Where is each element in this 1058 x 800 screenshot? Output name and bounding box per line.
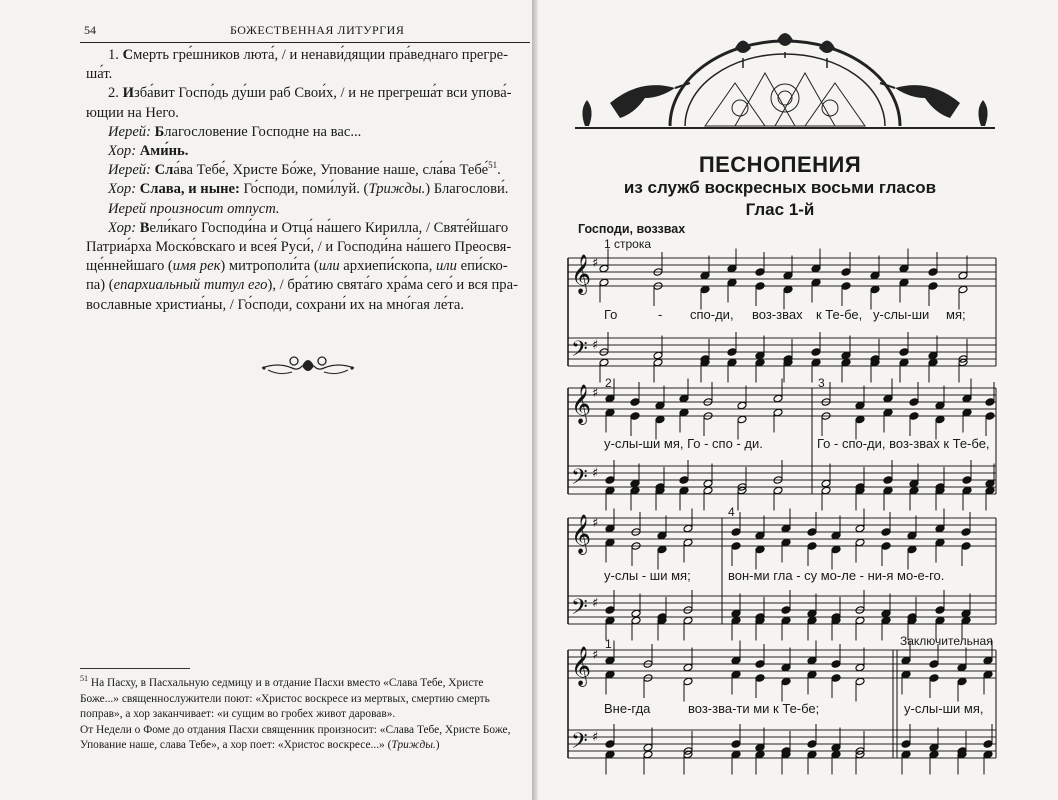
verse-2: 2. Изба́вит Госпо́дь ду́ши раб Свои́х, / и не прегреша́т вси упова́- [108,85,512,102]
bass-clef-icon: 𝄢 [571,729,588,759]
note [631,616,641,625]
note [907,531,917,540]
note [899,348,909,357]
note [683,677,693,686]
note [703,486,713,495]
lyric-line: вон-ми гла - су мо-ле - ни-я мо-е-го. [728,568,945,583]
note [807,656,817,665]
note [755,531,765,540]
note [807,740,817,749]
sharp-icon: ♯ [592,386,599,401]
note [605,476,615,485]
note [657,545,667,554]
note [958,285,968,294]
note [881,609,891,618]
note [773,486,783,495]
note [605,616,615,625]
note [653,358,663,367]
note [881,616,891,625]
note [683,524,693,533]
lyric-line: у-слы-ши мя, Го - спо - ди. [604,436,763,451]
note [781,524,791,533]
note [679,408,689,417]
sharp-icon: ♯ [592,730,599,745]
note [983,670,993,679]
note [811,278,821,287]
note [599,278,609,287]
phrase-number-2: 2 [605,376,612,390]
note [928,358,938,367]
note [599,358,609,367]
note [755,268,765,277]
note [731,616,741,625]
lyric-line: у-слы-ши мя, [904,701,984,716]
page-number: 54 [84,23,96,37]
phrase-number-1: 1 [605,637,612,651]
priest-glory: Иерей: Сла́ва Тебе́, Христе Бо́же, Упование наше, сла́ва Тебе́$^{51}$. [108,160,501,179]
note [855,401,865,410]
lyric-word: воз-звах [752,307,803,322]
note [855,616,865,625]
note [731,740,741,749]
treble-clef-icon: 𝄞 [571,384,592,424]
note [700,285,710,294]
note [935,401,945,410]
note [807,609,817,618]
note [883,394,893,403]
note [961,542,971,551]
note [630,398,640,407]
choir-amen: Хор: Ами́нь. [108,143,189,160]
sharp-icon: ♯ [592,256,599,271]
note [909,486,919,495]
note [773,408,783,417]
note [929,674,939,683]
note [755,282,765,291]
phrase-number-3: 3 [818,376,825,390]
note [907,545,917,554]
lyric-word: у-слы-ши [873,307,930,322]
note [655,401,665,410]
footnote-ref: 51 [488,160,498,171]
note [870,271,880,280]
note [807,616,817,625]
sharp-icon: ♯ [592,466,599,481]
note [599,264,609,273]
note [811,264,821,273]
final-label: Заключительная [900,634,993,648]
treble-clef-icon: 𝄞 [571,514,592,554]
note [821,486,831,495]
note [783,285,793,294]
note [781,606,791,615]
note [909,412,919,421]
note [727,278,737,287]
note [985,486,995,495]
note [655,415,665,424]
note [935,524,945,533]
note [683,663,693,672]
note [605,740,615,749]
note [961,609,971,618]
note [703,479,713,488]
lyric-word: мя; [946,307,966,322]
note [929,660,939,669]
note [883,408,893,417]
phrase-number-4: 4 [728,505,735,519]
polychronion-l5: вославные христиа́ны, / Го́споди, сохрани́ их на мно́гая ле́та. [86,296,465,313]
note [643,743,653,752]
verse-1-cont: ша́т. [86,66,113,83]
note [643,750,653,759]
note [983,656,993,665]
note [961,616,971,625]
note [630,486,640,495]
note [841,351,851,360]
note [831,750,841,759]
note [841,358,851,367]
note [983,750,993,759]
note [700,271,710,280]
bass-clef-icon: 𝄢 [571,465,588,495]
note [605,524,615,533]
note [657,531,667,540]
note [855,663,865,672]
lyric-word: к Те-бе, [816,307,863,322]
note [807,670,817,679]
note [958,271,968,280]
note [957,677,967,686]
note [899,358,909,367]
note [731,656,741,665]
note [883,476,893,485]
note [811,358,821,367]
note [901,670,911,679]
note [630,412,640,421]
note [630,479,640,488]
note [605,656,615,665]
note [727,264,737,273]
note [881,542,891,551]
note [679,486,689,495]
treble-clef-icon: 𝄞 [571,646,592,686]
note [605,538,615,547]
polychronion-l2: Патриа́рха Моско́вскаго и всея́ Руси́, / и Господи́на на́шего Преосвя- [86,239,512,256]
note [985,412,995,421]
note [928,282,938,291]
note [755,750,765,759]
verse-2-cont: ющии на Него. [86,104,179,121]
footnote: $^{51}$ На Пасху, в Пасхальную седмицу и в отдание Пасхи вместо «Слава Тебе, Христе Боже...» священнослужители поют: «Христос воскресе из мертвых, смертию смерть поправ», а хор заканчивает: «и сущим во гробех живот даровав». От Недели о Фоме до отдания Пасхи священник произносит: «Слава Тебе, Христе Боже, Упование наше, слава Тебе», а хор поет: «Христос воскресе...» (Трижды.) [80,674,511,751]
note [841,282,851,291]
note [727,358,737,367]
note [962,486,972,495]
note [631,609,641,618]
treble-clef-icon: 𝄞 [571,254,592,294]
bass-clef-icon: 𝄢 [571,595,588,625]
note [831,660,841,669]
note [755,674,765,683]
sharp-icon: ♯ [592,596,599,611]
note [909,479,919,488]
note [962,394,972,403]
priest-blessing: Иерей: Благословение Господне на вас... [108,123,362,140]
note [605,750,615,759]
hymns-subtitle: из служб воскресных восьми гласов [623,178,937,197]
footnote-number: 51 [80,674,88,684]
note [755,743,765,752]
note [605,408,615,417]
note [731,528,741,537]
note [679,476,689,485]
note [985,398,995,407]
note [811,348,821,357]
lyric-line: воз-зва-ти ми к Те-бе; [688,701,820,716]
note [962,476,972,485]
polychronion-l1: Хор: Вели́каго Господи́на и Отца́ на́шего Кирилла, / Святе́йшаго [108,219,509,236]
note [781,538,791,547]
note [935,606,945,615]
note [909,398,919,407]
note [881,528,891,537]
dismissal-rubric: Иерей произносит отпуст. [108,200,280,217]
note [855,677,865,686]
note [727,348,737,357]
note [899,264,909,273]
note [831,545,841,554]
note [831,531,841,540]
note [983,740,993,749]
note [831,743,841,752]
note [731,609,741,618]
note [781,663,791,672]
note [901,656,911,665]
polychronion-l3: ще́ннейшаго (имя рек) митрополи́та (или архиепи́скопа, или епи́ско- [86,258,508,275]
note [855,415,865,424]
note [731,750,741,759]
note [605,606,615,615]
note [855,524,865,533]
note [781,677,791,686]
lyric-word: - [658,307,663,322]
note [773,394,783,403]
note [985,479,995,488]
note [929,743,939,752]
note [883,486,893,495]
note [929,750,939,759]
note [841,268,851,277]
note [935,538,945,547]
note [683,538,693,547]
note [957,663,967,672]
note [679,394,689,403]
note [683,616,693,625]
note [928,268,938,277]
note [961,528,971,537]
lyric-word: Вне-гда [604,701,651,716]
verse-1: 1. Смерть гре́шников люта́, / и ненави́дящии пра́веднаго прегре- [108,47,509,63]
note [855,538,865,547]
lyric-word: Го [604,307,618,322]
tone-heading: Глас 1-й [745,200,815,219]
note [870,285,880,294]
note [605,394,615,403]
note [755,545,765,554]
note [755,358,765,367]
sharp-icon: ♯ [592,648,599,663]
note [821,479,831,488]
note [962,408,972,417]
lyric-line: Го - спо-ди, воз-звах к Те-бе, [817,436,990,451]
hymns-title: ПЕСНОПЕНИЯ [698,152,862,177]
lyric-word: спо-ди, [690,307,734,322]
note [807,528,817,537]
sharp-icon: ♯ [592,516,599,531]
note [653,351,663,360]
note [731,670,741,679]
choir-glory: Хор: Слава, и ныне: Го́споди, поми́луй. (Трижды.) Благослови́. [108,181,509,198]
note [935,616,945,625]
section-heading: Господи, воззвах [578,222,686,236]
note [737,415,747,424]
note [755,351,765,360]
lyric-line: у-слы - ши мя; [604,568,691,583]
running-title: БОЖЕСТВЕННАЯ ЛИТУРГИЯ [230,23,405,37]
note [807,750,817,759]
note [935,415,945,424]
bass-clef-icon: 𝄢 [571,337,588,367]
note [928,351,938,360]
note [899,278,909,287]
note [807,542,817,551]
polychronion-l4: па) (епархиальный титул его), / бра́тию свята́го хра́ма сего́ и вся пра- [86,277,518,294]
sharp-icon: ♯ [592,338,599,353]
note [901,750,911,759]
note [605,486,615,495]
note [831,674,841,683]
note [605,670,615,679]
note [901,740,911,749]
note [781,616,791,625]
note [737,401,747,410]
line-label: 1 строка [604,237,652,251]
note [783,271,793,280]
note [755,660,765,669]
note [731,542,741,551]
